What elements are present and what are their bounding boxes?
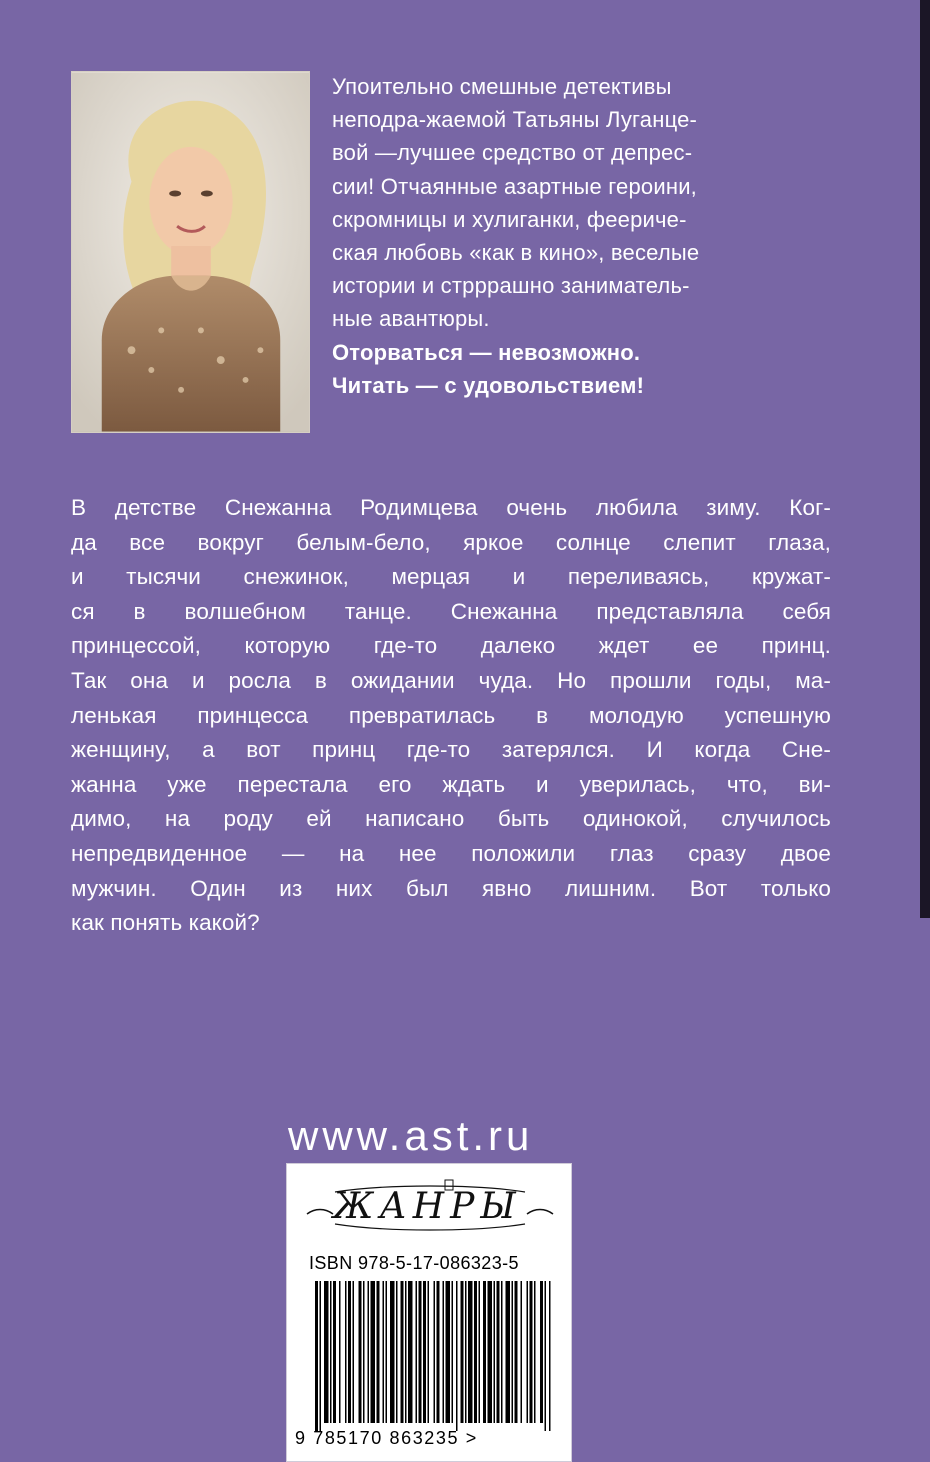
description-line: ся в волшебном танце. Снежанна представляла себя	[71, 598, 831, 624]
blurb-line: вой —лучшее средство от депрес-	[332, 140, 693, 166]
barcode-bar	[371, 1281, 376, 1423]
blurb-line: Упоительно смешные детективы	[332, 74, 672, 99]
description-line: мужчин. Один из них был явно лишним. Вот только	[71, 875, 831, 901]
barcode-bar	[339, 1281, 341, 1423]
barcode-bar	[512, 1281, 514, 1423]
barcode-bar	[359, 1281, 362, 1423]
spine-edge	[920, 0, 930, 918]
barcode-bar	[363, 1281, 365, 1423]
barcode-bar	[515, 1281, 518, 1423]
blurb-bold-line: Читать — с удовольствием!	[332, 372, 645, 398]
blurb	[332, 70, 812, 402]
barcode-bar	[474, 1281, 477, 1423]
website-url[interactable]: www.ast.ru	[288, 1112, 534, 1159]
author-photo-icon	[72, 72, 309, 432]
barcode-bar	[396, 1281, 398, 1423]
description-line: как понять какой?	[71, 910, 260, 936]
description-line: жанна уже перестала его ждать и уверилась, что, ви-	[71, 771, 831, 797]
barcode-bar	[368, 1281, 370, 1423]
barcode-bar	[401, 1281, 404, 1423]
barcode-bar	[390, 1281, 395, 1423]
barcode-bar	[465, 1281, 467, 1423]
barcode-bar	[452, 1281, 454, 1423]
barcode-bar	[423, 1281, 426, 1423]
description	[71, 491, 831, 941]
barcode-bar	[521, 1281, 523, 1423]
barcode-bar	[386, 1281, 388, 1423]
barcode-bar	[437, 1281, 440, 1423]
description-line: непредвиденное — на нее положили глаз сразу двое	[71, 840, 831, 866]
description-line: женщину, а вот принц где-то затерялся. И когда Сне-	[71, 737, 831, 763]
barcode-panel	[286, 1163, 572, 1462]
description-line: и тысячи снежинок, мерцая и переливаясь, кружат-	[71, 564, 831, 590]
description-line: да все вокруг белым-бело, яркое солнце слепит глаза,	[71, 529, 831, 555]
barcode-bar	[456, 1281, 458, 1431]
barcode-bar	[377, 1281, 380, 1423]
barcode-bar	[324, 1281, 329, 1423]
barcode-bar	[333, 1281, 336, 1423]
logo-text: ЖАНРЫ	[333, 1186, 522, 1227]
barcode-bar	[545, 1281, 547, 1431]
isbn-text: ISBN 978-5-17-086323-5	[309, 1253, 519, 1273]
barcode-bar	[315, 1281, 318, 1431]
barcode-bar	[540, 1281, 543, 1423]
blurb-line: ская любовь «как в кино», веселые	[332, 240, 700, 266]
barcode-bars	[315, 1281, 551, 1431]
author-photo	[71, 71, 310, 433]
barcode-bar	[483, 1281, 486, 1423]
barcode-bar	[479, 1281, 481, 1423]
barcode-bar	[330, 1281, 332, 1423]
barcode-bar	[461, 1281, 464, 1423]
blurb-line: истории и стрррашно заниматель-	[332, 273, 690, 299]
barcode-bar	[549, 1281, 551, 1431]
barcode-bar	[446, 1281, 451, 1423]
zhanry-logo-icon	[305, 1178, 555, 1238]
barcode-bar	[405, 1281, 407, 1423]
barcode-bar	[468, 1281, 473, 1423]
barcode-bar	[408, 1281, 413, 1423]
barcode-bar	[527, 1281, 529, 1423]
barcode-digits: 9 785170 863235 >	[295, 1428, 478, 1448]
barcode-bar	[488, 1281, 493, 1423]
blurb-bold-line: Оторваться — невозможно.	[332, 339, 641, 365]
barcode-bar	[383, 1281, 385, 1423]
barcode-bar	[416, 1281, 418, 1423]
barcode-bar	[348, 1281, 351, 1423]
barcode-bar	[419, 1281, 422, 1423]
barcode-bar	[494, 1281, 496, 1423]
barcode-bar	[443, 1281, 445, 1423]
blurb-line: ные авантюры.	[332, 306, 490, 332]
barcode-icon	[315, 1281, 551, 1431]
barcode-bar	[320, 1281, 322, 1431]
barcode-bar	[434, 1281, 436, 1423]
blurb-line: сии! Отчаянные азартные героини,	[332, 173, 697, 199]
barcode-bar	[530, 1281, 533, 1423]
barcode-bar	[534, 1281, 536, 1423]
blurb-line: неподра-жаемой Татьяны Луганце-	[332, 107, 698, 133]
barcode-bar	[497, 1281, 500, 1423]
description-line: принцессой, которую где-то далеко ждет ее принц.	[71, 633, 831, 659]
description-line: В детстве Снежанна Родимцева очень любила зиму. Ког-	[71, 495, 831, 520]
barcode-bar	[506, 1281, 511, 1423]
barcode-bar	[345, 1281, 347, 1423]
description-line: ленькая принцесса превратилась в молодую успешную	[71, 702, 831, 728]
blurb-line: скромницы и хулиганки, фееричe-	[332, 206, 687, 232]
description-line: Так она и росла в ожидании чуда. Но прошли годы, ма-	[71, 667, 831, 693]
description-line: димо, на роду ей написано быть одинокой, случилось	[71, 806, 831, 832]
barcode-bar	[501, 1281, 503, 1423]
barcode-bar	[353, 1281, 355, 1423]
barcode-bar	[428, 1281, 430, 1423]
